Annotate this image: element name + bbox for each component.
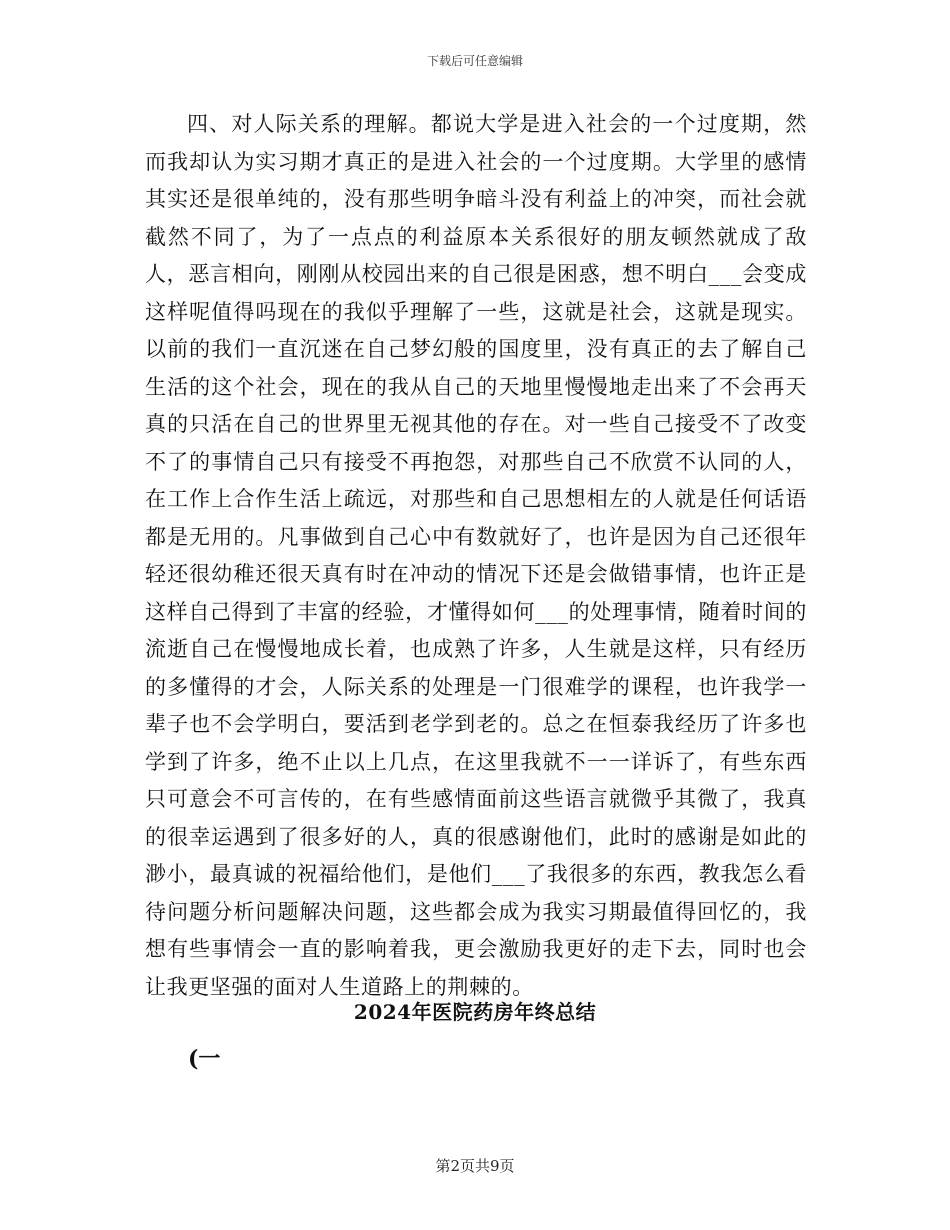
section-subhead: (一 xyxy=(188,1046,221,1072)
page-header: 下载后可任意编辑 xyxy=(426,54,523,68)
body-paragraph: 四、对人际关系的理解。都说大学是进入社会的一个过度期，然而我却认为实习期才真正的是进入社会的一个过度期。大学里的感情其实还是很单纯的，没有那些明争暗斗没有利益上的冲突，而社会就截然不同了，为了一点点的利益原本关系很好的朋友顿然就成了敌人，恶言相向，刚刚从校园出来的自己很是困惑，想不明白___会变成这样呢值得吗现在的我似乎理解了一些，这就是社会，这就是现实。以前的我们一直沉迷在自己梦幻般的国度里，没有真正的去了解自己生活的这个社会，现在的我从自己的天地里慢慢地走出来了不会再天真的只活在自己的世界里无视其他的存在。对一些自己接受不了改变不了的事情自己只有接受不再抱怨，对那些自己不欣赏不认同的人，在工作上合作生活上疏远，对那些和自己思想相左的人就是任何话语都是无用的。凡事做到自己心中有数就好了，也许是因为自己还很年轻还很幼稚还很天真有时在冲动的情况下还是会做错事情，也许正是这样自己得到了丰富的经验，才懂得如何___的处理事情，随着时间的流逝自己在慢慢地成长着，也成熟了许多，人生就是这样，只有经历的多懂得的才会，人际关系的处理是一门很难学的课程，也许我学一辈子也不会学明白，要活到老学到老的。总之在恒泰我经历了许多也学到了许多，绝不止以上几点，在这里我就不一一详诉了，有些东西只可意会不可言传的，在有些感情面前这些语言就微乎其微了，我真的很幸运遇到了很多好的人，真的很感谢他们，此时的感谢是如此的渺小，最真诚的祝福给他们，是他们___了我很多的东西，教我怎么看待问题分析问题解决问题，这些都会成为我实习期最值得回忆的，我想有些事情会一直的影响着我，更会激励我更好的走下去，同时也会让我更坚强的面对人生道路上的荆棘的。 xyxy=(145,112,807,999)
page-footer: 第2页共9页 xyxy=(435,1157,515,1175)
section-title: 2024年医院药房年终总结 xyxy=(353,1000,597,1024)
body-text xyxy=(145,106,807,1006)
